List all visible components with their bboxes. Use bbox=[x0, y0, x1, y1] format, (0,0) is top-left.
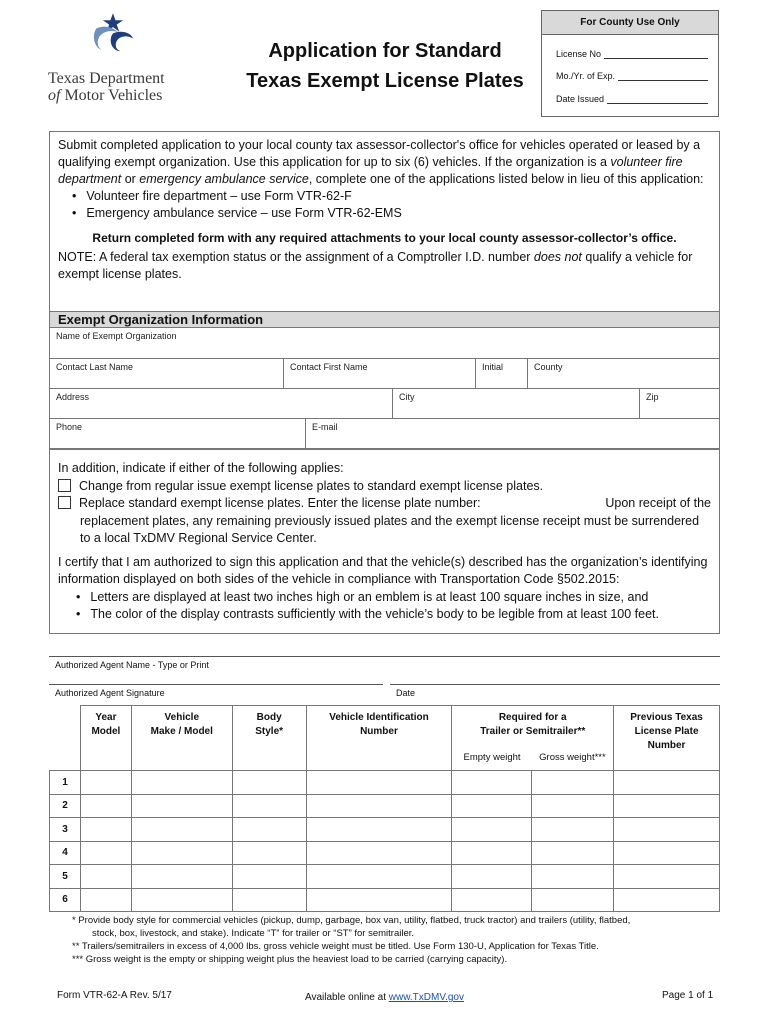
option-replace-label-b: Upon receipt of the bbox=[605, 496, 711, 510]
contact-last-label: Contact Last Name bbox=[56, 362, 134, 372]
replace-plates-checkbox[interactable] bbox=[58, 496, 71, 509]
vin-cell[interactable] bbox=[306, 888, 452, 912]
body-cell[interactable] bbox=[232, 888, 306, 912]
county-use-heading: For County Use Only bbox=[542, 11, 718, 35]
date-field[interactable] bbox=[390, 684, 720, 701]
contact-first-field[interactable] bbox=[283, 359, 475, 388]
col-year-header: Year Model bbox=[80, 706, 131, 771]
make-cell[interactable] bbox=[131, 841, 232, 865]
row-number: 4 bbox=[50, 841, 81, 865]
make-cell[interactable] bbox=[131, 818, 232, 842]
vin-cell[interactable] bbox=[306, 794, 452, 818]
row-number-header bbox=[50, 706, 81, 771]
agency-of: of bbox=[48, 87, 61, 104]
table-row bbox=[50, 818, 720, 842]
certify-list bbox=[76, 589, 711, 624]
option-replace-cont: replacement plates, any remaining previously issued plates and the exempt license receipt must be surrendered to a local TxDMV Regional Service Center. bbox=[80, 513, 700, 545]
list-item: • Volunteer fire department – use Form VTR-62-F bbox=[72, 188, 711, 205]
year-cell[interactable] bbox=[80, 841, 131, 865]
empty-weight-cell[interactable] bbox=[452, 888, 532, 912]
year-cell[interactable] bbox=[80, 794, 131, 818]
title-line1: Application for Standard bbox=[268, 40, 502, 62]
vin-cell[interactable] bbox=[306, 865, 452, 889]
org-section-heading: Exempt Organization Information bbox=[49, 311, 720, 328]
footnote-1b: stock, box, livestock, and stake). Indicate “T” for trailer or “ST” for semitrailer. bbox=[92, 928, 415, 939]
agent-name-field[interactable] bbox=[49, 656, 720, 673]
empty-weight-cell[interactable] bbox=[452, 794, 532, 818]
swoosh-icon-dark bbox=[111, 32, 133, 51]
body-cell[interactable] bbox=[232, 841, 306, 865]
year-cell[interactable] bbox=[80, 818, 131, 842]
row-number: 1 bbox=[50, 771, 81, 795]
gross-weight-cell[interactable] bbox=[532, 865, 614, 889]
row-number: 2 bbox=[50, 794, 81, 818]
option-change-label: Change from regular issue exempt license plates to standard exempt license plates. bbox=[79, 478, 544, 493]
row-number: 3 bbox=[50, 818, 81, 842]
col-make-header: Vehicle Make / Model bbox=[131, 706, 232, 771]
license-no-label: License No bbox=[556, 49, 602, 59]
certify-statement: I certify that I am authorized to sign this application and that the vehicle(s) described has the organization’s identifying information displayed on both sides of the vehicle in compliance with Transportation Code §502.2015: bbox=[58, 554, 708, 586]
phone-field[interactable] bbox=[50, 419, 305, 448]
title-line2: Texas Exempt License Plates bbox=[246, 70, 524, 92]
org-name-label: Name of Exempt Organization bbox=[56, 331, 177, 341]
prev-plate-cell[interactable] bbox=[614, 794, 720, 818]
return-note: Return completed form with any required attachments to your local county assessor-collector’s office. bbox=[92, 231, 677, 245]
table-row bbox=[50, 841, 720, 865]
gross-weight-cell[interactable] bbox=[532, 818, 614, 842]
table-row bbox=[50, 888, 720, 912]
prev-plate-cell[interactable] bbox=[614, 818, 720, 842]
year-cell[interactable] bbox=[80, 888, 131, 912]
date-issued-field[interactable] bbox=[556, 94, 708, 104]
date-issued-label: Date Issued bbox=[556, 94, 605, 104]
empty-weight-cell[interactable] bbox=[452, 841, 532, 865]
zip-field[interactable] bbox=[639, 389, 719, 418]
agency-name bbox=[48, 70, 165, 104]
body-cell[interactable] bbox=[232, 771, 306, 795]
date-label: Date bbox=[396, 688, 416, 698]
col-body-header: Body Style* bbox=[232, 706, 306, 771]
table-row bbox=[50, 794, 720, 818]
option-change bbox=[58, 478, 711, 496]
contact-row bbox=[49, 359, 720, 389]
city-field[interactable] bbox=[392, 389, 639, 418]
county-field[interactable] bbox=[527, 359, 719, 388]
footnotes bbox=[72, 914, 720, 966]
instructions-box bbox=[49, 131, 720, 316]
row-number: 5 bbox=[50, 865, 81, 889]
address-row bbox=[49, 389, 720, 419]
col-vin-header: Vehicle Identification Number bbox=[306, 706, 452, 771]
initial-label: Initial bbox=[482, 362, 504, 372]
year-cell[interactable] bbox=[80, 771, 131, 795]
prev-plate-cell[interactable] bbox=[614, 771, 720, 795]
zip-label: Zip bbox=[646, 392, 659, 402]
empty-weight-cell[interactable] bbox=[452, 771, 532, 795]
make-cell[interactable] bbox=[131, 771, 232, 795]
year-cell[interactable] bbox=[80, 865, 131, 889]
col-prev-plate-header: Previous Texas License Plate Number bbox=[614, 706, 720, 771]
address-field[interactable] bbox=[50, 389, 392, 418]
agent-name-label: Authorized Agent Name - Type or Print bbox=[55, 660, 209, 670]
instructions-paragraph: Submit completed application to your local county tax assessor-collector's office for vehicles operated or leased by a qualifying exempt organization. Use this application for up to six (6) vehicles. If the organization is a volunteer fire department or emergency ambulance service, complete one of the applications listed below in lieu of this application: bbox=[58, 138, 704, 186]
list-item: • Emergency ambulance service – use Form VTR-62-EMS bbox=[72, 205, 711, 222]
txdmv-link[interactable]: www.TxDMV.gov bbox=[388, 992, 464, 1003]
col-empty-weight-header: Empty weight bbox=[452, 746, 532, 771]
empty-weight-cell[interactable] bbox=[452, 865, 532, 889]
form-title bbox=[240, 36, 530, 96]
exp-field[interactable] bbox=[556, 71, 708, 81]
email-field[interactable] bbox=[305, 419, 719, 448]
vin-cell[interactable] bbox=[306, 771, 452, 795]
gross-weight-cell[interactable] bbox=[532, 841, 614, 865]
table-row bbox=[50, 865, 720, 889]
agent-signature-field[interactable] bbox=[49, 684, 383, 701]
table-row bbox=[50, 771, 720, 795]
agency-line1: Texas Department bbox=[48, 70, 165, 87]
county-label: County bbox=[534, 362, 563, 372]
city-label: City bbox=[399, 392, 415, 402]
col-required-header: Required for a Trailer or Semitrailer** bbox=[452, 706, 614, 746]
county-use-box bbox=[541, 10, 719, 117]
initial-field[interactable] bbox=[475, 359, 527, 388]
alternate-forms-list bbox=[72, 188, 711, 222]
agent-signature-label: Authorized Agent Signature bbox=[55, 688, 165, 698]
change-plates-checkbox[interactable] bbox=[58, 479, 71, 492]
page-number: Page 1 of 1 bbox=[662, 990, 714, 1001]
contact-last-field[interactable] bbox=[50, 359, 283, 388]
vin-cell[interactable] bbox=[306, 818, 452, 842]
empty-weight-cell[interactable] bbox=[452, 818, 532, 842]
license-no-field[interactable] bbox=[556, 49, 708, 59]
agency-line2: Motor Vehicles bbox=[64, 87, 163, 104]
tax-note: NOTE: A federal tax exemption status or the assignment of a Comptroller I.D. number does not qualify a vehicle for exempt license plates. bbox=[58, 250, 693, 281]
footnote-2: ** Trailers/semitrailers in excess of 4,000 lbs. gross vehicle weight must be titled. Use Form 130-U, Application for Texas Title. bbox=[72, 941, 599, 952]
email-label: E-mail bbox=[312, 422, 338, 432]
col-gross-weight-header: Gross weight*** bbox=[532, 746, 614, 771]
phone-label: Phone bbox=[56, 422, 83, 432]
org-name-field[interactable] bbox=[50, 328, 719, 358]
address-label: Address bbox=[56, 392, 90, 402]
list-item: • Letters are displayed at least two inches high or an emblem is at least 100 square inches in size, and bbox=[76, 589, 711, 607]
prev-plate-cell[interactable] bbox=[614, 841, 720, 865]
org-name-row bbox=[49, 328, 720, 359]
make-cell[interactable] bbox=[131, 794, 232, 818]
gross-weight-cell[interactable] bbox=[532, 794, 614, 818]
vehicle-table bbox=[49, 705, 720, 912]
option-replace-label: Replace standard exempt license plates. Enter the license plate number: bbox=[79, 496, 481, 510]
option-replace bbox=[58, 495, 711, 513]
make-cell[interactable] bbox=[131, 888, 232, 912]
gross-weight-cell[interactable] bbox=[532, 888, 614, 912]
gross-weight-cell[interactable] bbox=[532, 771, 614, 795]
list-item: • The color of the display contrasts sufficiently with the vehicle’s body to be legible from at least 100 feet. bbox=[76, 606, 711, 624]
applies-intro: In addition, indicate if either of the following applies: bbox=[58, 461, 344, 475]
contact-first-label: Contact First Name bbox=[290, 362, 368, 372]
vin-cell[interactable] bbox=[306, 841, 452, 865]
txdmv-logo bbox=[48, 12, 188, 72]
row-number: 6 bbox=[50, 888, 81, 912]
body-cell[interactable] bbox=[232, 794, 306, 818]
footnote-1: * Provide body style for commercial vehicles (pickup, dump, garbage, box van, utility, flatbed, truck tractor) and trailers (utility, flatbed, bbox=[72, 915, 631, 926]
applies-box bbox=[49, 449, 720, 634]
form-id: Form VTR-62-A Rev. 5/17 bbox=[57, 990, 172, 1001]
prev-plate-cell[interactable] bbox=[614, 888, 720, 912]
footnote-3: *** Gross weight is the empty or shipping weight plus the heaviest load to be carried (carrying capacity). bbox=[72, 954, 508, 965]
body-cell[interactable] bbox=[232, 865, 306, 889]
prev-plate-cell[interactable] bbox=[614, 865, 720, 889]
exp-label: Mo./Yr. of Exp. bbox=[556, 71, 616, 81]
available-label: Available online at bbox=[305, 992, 389, 1003]
body-cell[interactable] bbox=[232, 818, 306, 842]
phone-row bbox=[49, 419, 720, 449]
available-online bbox=[305, 992, 464, 1003]
make-cell[interactable] bbox=[131, 865, 232, 889]
